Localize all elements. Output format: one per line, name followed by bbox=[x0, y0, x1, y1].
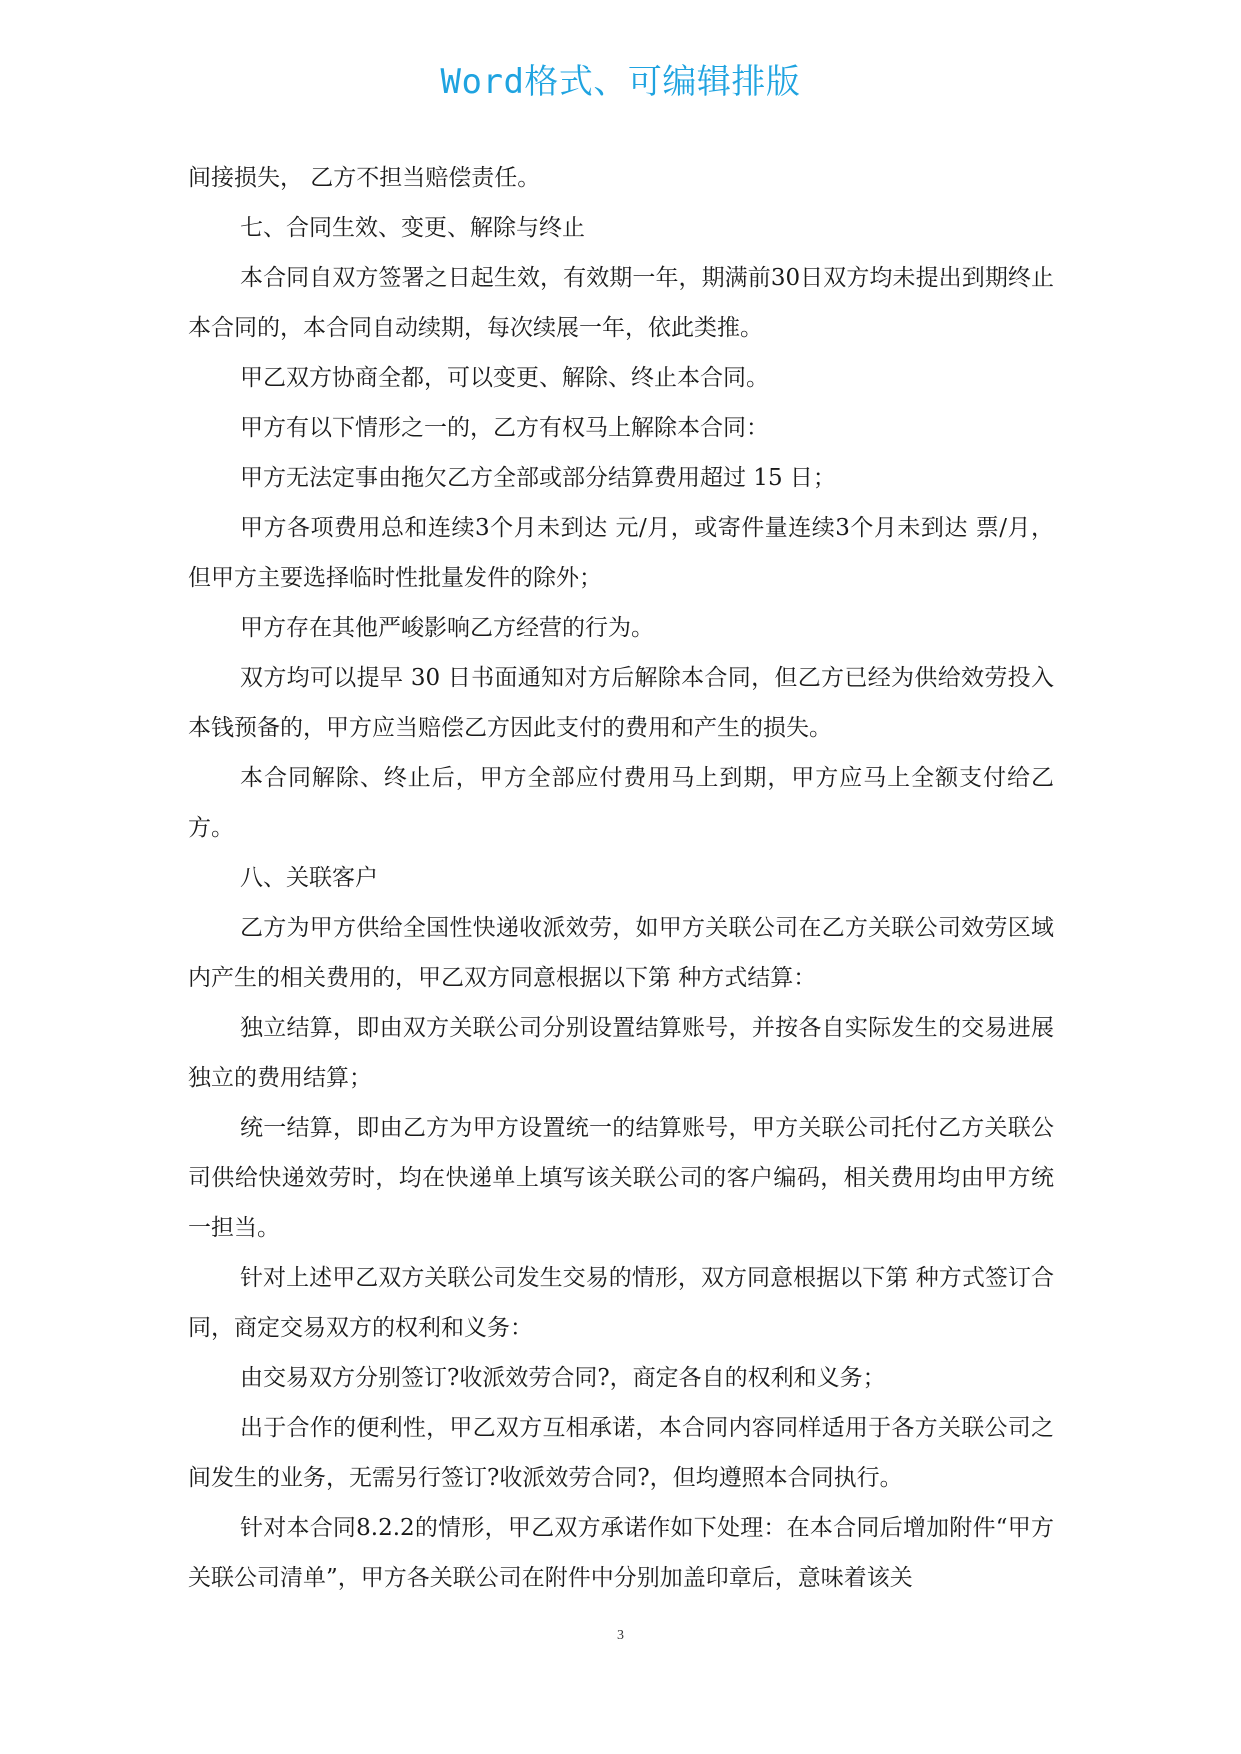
paragraph: 针对上述甲乙双方关联公司发生交易的情形，双方同意根据以下第 种方式签订合同，商定交易双方的权利和义务： bbox=[188, 1265, 1054, 1341]
paragraph: 由交易双方分别签订?收派效劳合同?，商定各自的权利和义务； bbox=[240, 1365, 886, 1391]
paragraph: 乙方为甲方供给全国性快递收派效劳，如甲方关联公司在乙方关联公司效劳区域内产生的相关费用的，甲乙双方同意根据以下第 种方式结算： bbox=[188, 915, 1054, 991]
document-body bbox=[188, 153, 1054, 1603]
paragraph: 本合同解除、终止后，甲方全部应付费用马上到期，甲方应马上全额支付给乙方。 bbox=[188, 765, 1054, 841]
page-number: 3 bbox=[617, 1628, 624, 1643]
paragraph: 出于合作的便利性，甲乙双方互相承诺，本合同内容同样适用于各方关联公司之间发生的业务，无需另行签订?收派效劳合同?，但均遵照本合同执行。 bbox=[188, 1415, 1054, 1491]
paragraph: 甲方存在其他严峻影响乙方经营的行为。 bbox=[240, 615, 654, 641]
paragraph: 双方均可以提早 30 日书面通知对方后解除本合同，但乙方已经为供给效劳投入本钱预备的，甲方应当赔偿乙方因此支付的费用和产生的损失。 bbox=[188, 665, 1054, 741]
paragraph: 间接损失， 乙方不担当赔偿责任。 bbox=[188, 165, 541, 191]
paragraph: 针对本合同8.2.2的情形，甲乙双方承诺作如下处理：在本合同后增加附件“甲方关联公司清单”，甲方各关联公司在附件中分别加盖印章后，意味着该关 bbox=[188, 1515, 1054, 1591]
header-title: Word格式、可编辑排版 bbox=[440, 62, 801, 102]
section-heading-8: 八、关联客户 bbox=[240, 865, 378, 891]
paragraph: 甲方有以下情形之一的，乙方有权马上解除本合同： bbox=[240, 415, 769, 441]
paragraph: 统一结算，即由乙方为甲方设置统一的结算账号，甲方关联公司托付乙方关联公司供给快递效劳时，均在快递单上填写该关联公司的客户编码，相关费用均由甲方统一担当。 bbox=[188, 1115, 1054, 1241]
paragraph: 独立结算，即由双方关联公司分别设置结算账号，并按各自实际发生的交易进展独立的费用结算； bbox=[188, 1015, 1054, 1091]
paragraph: 甲方无法定事由拖欠乙方全部或部分结算费用超过 15 日； bbox=[240, 465, 836, 491]
paragraph: 本合同自双方签署之日起生效，有效期一年，期满前30日双方均未提出到期终止本合同的，本合同自动续期，每次续展一年，依此类推。 bbox=[188, 265, 1054, 341]
paragraph: 甲乙双方协商全都，可以变更、解除、终止本合同。 bbox=[240, 365, 769, 391]
paragraph: 甲方各项费用总和连续3个月未到达 元/月，或寄件量连续3个月未到达 票/月，但甲方主要选择临时性批量发件的除外； bbox=[188, 515, 1054, 591]
section-heading-7: 七、合同生效、变更、解除与终止 bbox=[240, 215, 585, 241]
